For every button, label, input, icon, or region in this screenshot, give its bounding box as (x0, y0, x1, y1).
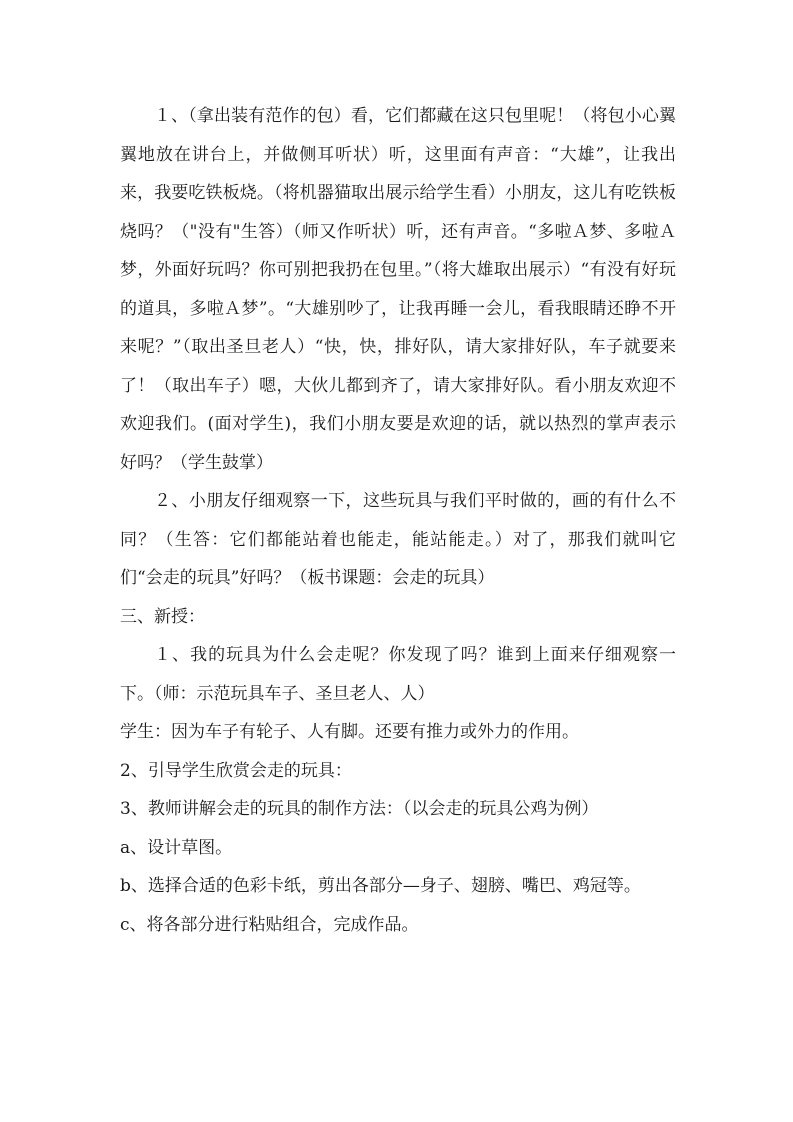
section-heading-new-lesson: 三、新授： (120, 606, 205, 627)
list-item-appreciate: 2、引导学生欣赏会走的玩具： (120, 760, 352, 781)
paragraph-story-intro: １、（拿出装有范作的包）看，它们都藏在这只包里呢！（将包小心翼翼地放在讲台上，并做侧耳听状）听，这里面有声音：“大雄”，让我出来，我要吃铁板烧。（将机器猫取出展示给学生看）小朋友，这儿有吃铁板烧吗？（"没有"生答）（师又作听状）听，还有声音。“多啦Ａ梦、多啦Ａ梦，外面好玩吗？你可别把我扔在包里。”（将大雄取出展示）“有没有好玩的道具，多啦Ａ梦”。“大雄别吵了，让我再睡一会儿，看我眼睛还睁不开来呢？”（取出圣旦老人）“快，快，排好队，请大家排好队，车子就要来了！（取出车子）嗯，大伙儿都到齐了，请大家排好队。看小朋友欢迎不欢迎我们。(面对学生)，我们小朋友要是欢迎的话，就以热烈的掌声表示好吗？（学生鼓掌） (120, 106, 677, 473)
paragraph-why-toys-walk: １、我的玩具为什么会走呢？你发现了吗？谁到上面来仔细观察一下。（师：示范玩具车子、圣旦老人、人） (120, 645, 676, 704)
step-item-b: b、选择合适的色彩卡纸，剪出各部分—身子、翅膀、嘴巴、鸡冠等。 (120, 876, 641, 896)
step-item-a: a、设计草图。 (120, 837, 233, 858)
document-body (120, 97, 676, 944)
paragraph-student-answer: 学生：因为车子有轮子、人有脚。还要有推力或外力的作用。 (120, 722, 579, 742)
step-item-c: c、将各部分进行粘贴组合，完成作品。 (120, 914, 419, 935)
list-item-method: 3、教师讲解会走的玩具的制作方法：（以会走的玩具公鸡为例） (120, 799, 599, 819)
paragraph-observe-toys: ２、小朋友仔细观察一下，这些玩具与我们平时做的，画的有什么不同？（生答：它们都能站着也能走，能站能走。）对了，那我们就叫它们“会走的玩具”好吗？（板书课题：会走的玩具） (120, 491, 676, 588)
